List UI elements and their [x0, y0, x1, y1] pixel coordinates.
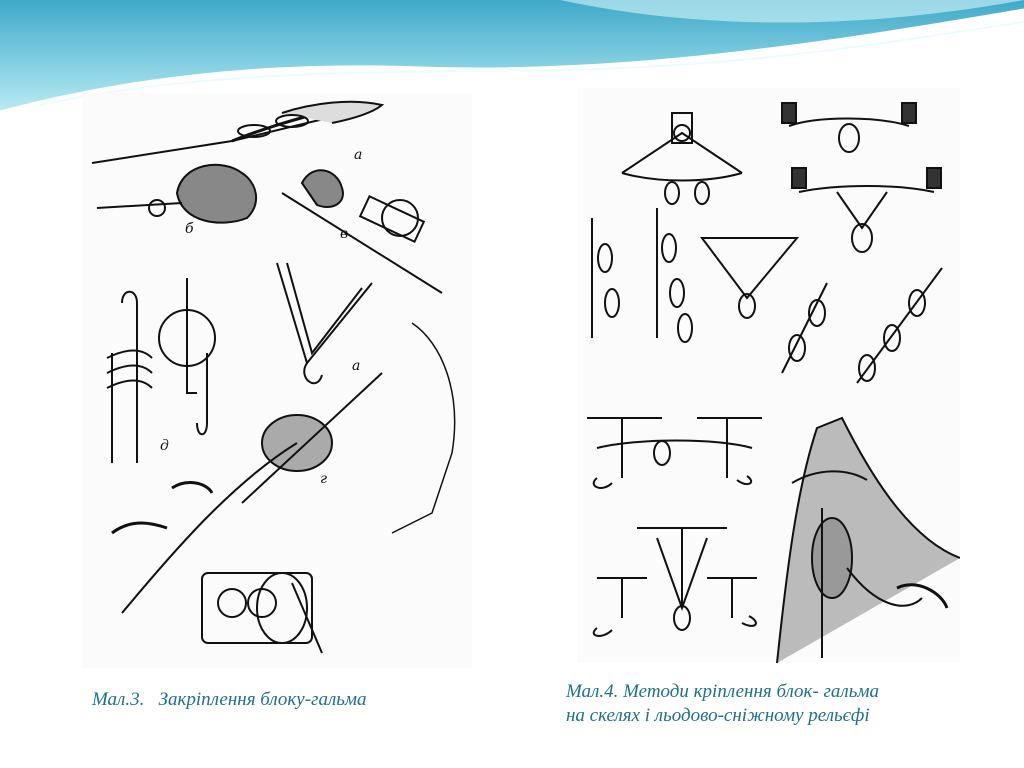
- figure-4-caption-line-1: Мал.4. Методи кріплення блок- гальма: [566, 681, 879, 702]
- part-label-v: в: [340, 226, 349, 242]
- part-label-d: д: [160, 438, 169, 454]
- figure-3-illustration: [82, 93, 472, 668]
- part-label-a2: а: [352, 358, 361, 374]
- figure-4-illustration: [577, 88, 960, 663]
- figure-4-drawing: [577, 88, 960, 663]
- figure-3-drawing: [82, 93, 472, 668]
- figure-4-caption: [566, 680, 986, 728]
- part-label-b: б: [185, 221, 194, 237]
- figure-3-caption: Мал.3. Закріплення блоку-гальма: [92, 689, 367, 710]
- figure-4-caption-line-2: на скелях і льодово-сніжному рельєфі: [566, 705, 870, 726]
- part-label-g: г: [320, 471, 328, 487]
- part-label-a: а: [354, 147, 363, 163]
